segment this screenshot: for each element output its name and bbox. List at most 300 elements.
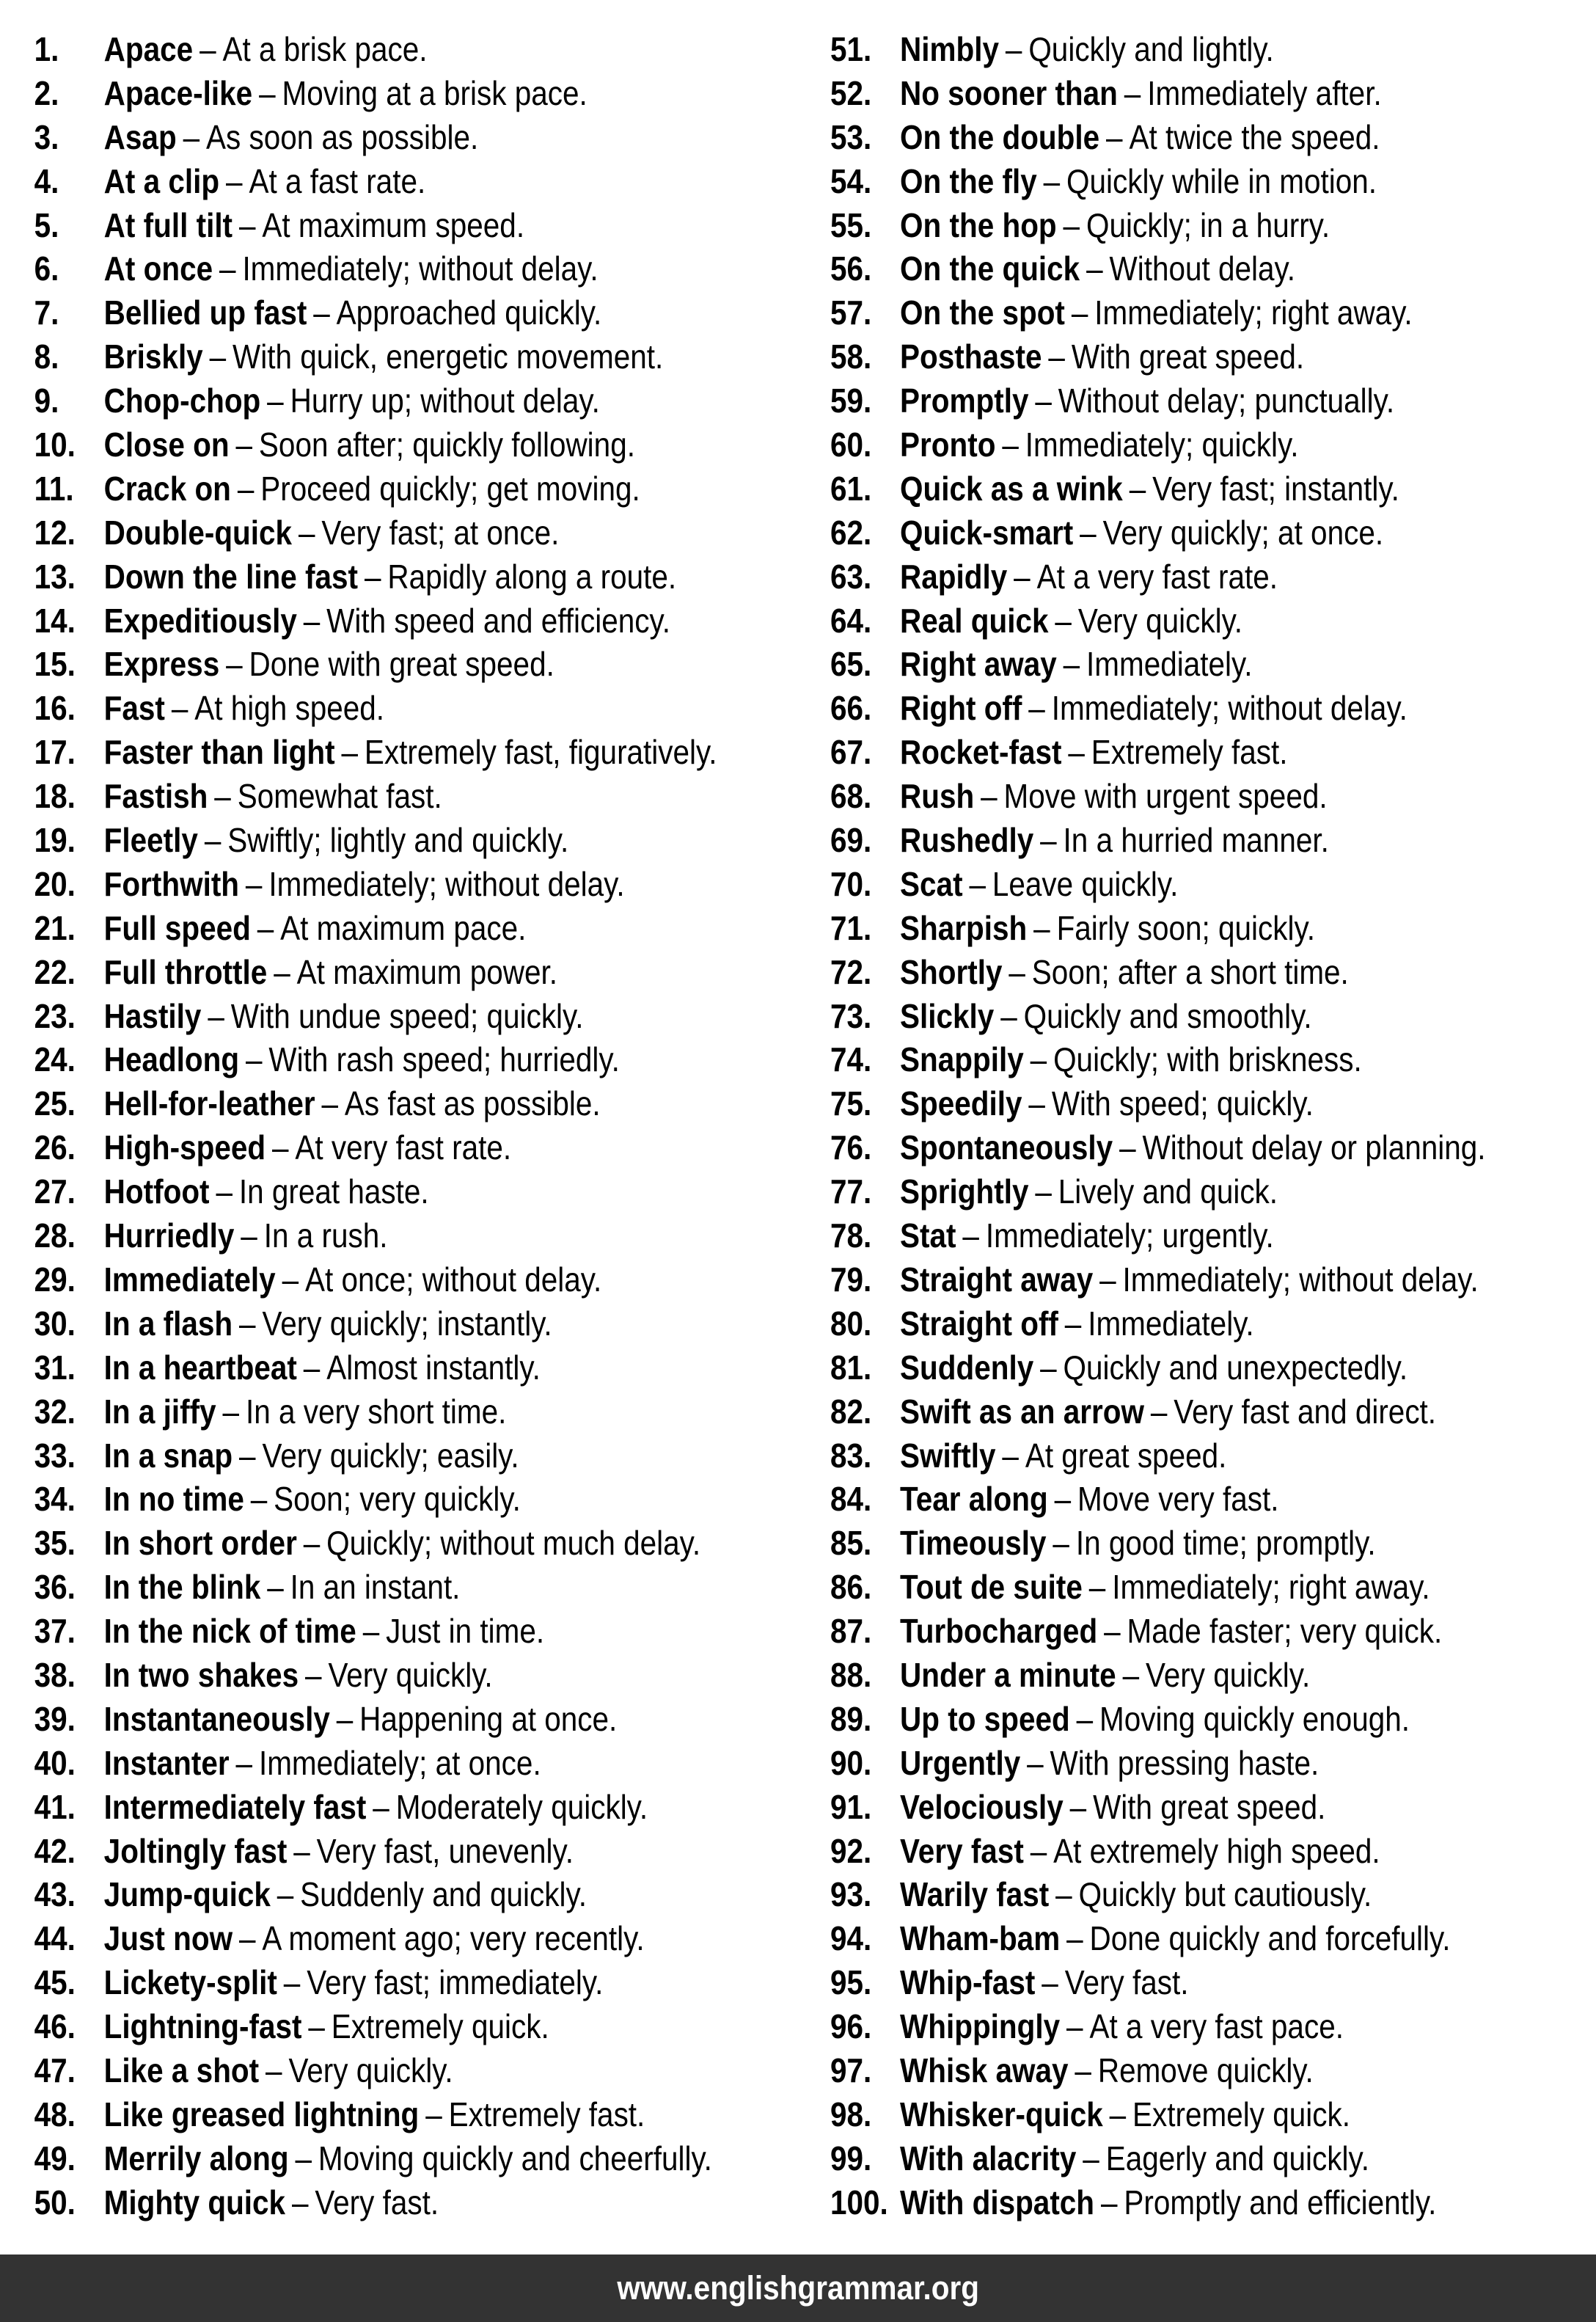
item-term: At full tilt xyxy=(103,205,233,244)
item-definition: Just in time. xyxy=(386,1612,545,1651)
list-item xyxy=(34,1038,703,1082)
item-number: 57. xyxy=(830,293,872,332)
item-term: Timeously xyxy=(900,1524,1047,1563)
list-item xyxy=(34,1170,703,1214)
footer-url: www.englishgrammar.org xyxy=(617,2269,979,2307)
item-definition: In good time; promptly. xyxy=(1075,1524,1376,1563)
item-term: In a snap xyxy=(103,1436,233,1475)
item-separator: – xyxy=(1055,601,1072,640)
item-separator: – xyxy=(308,2007,325,2046)
item-separator: – xyxy=(298,513,315,552)
item-definition: Swiftly; lightly and quickly. xyxy=(227,821,569,860)
item-term: Tear along xyxy=(900,1480,1048,1519)
list-item xyxy=(34,379,703,423)
list-item xyxy=(34,160,703,204)
list-item xyxy=(34,335,703,379)
item-number: 3. xyxy=(34,117,59,156)
item-term: In a flash xyxy=(103,1304,233,1343)
item-number: 41. xyxy=(34,1787,76,1826)
list-item xyxy=(830,1478,1500,1522)
item-separator: – xyxy=(271,1128,289,1167)
item-number: 23. xyxy=(34,996,76,1035)
list-item xyxy=(830,1917,1500,1961)
list-item xyxy=(830,1038,1500,1082)
item-definition: Moving quickly and cheerfully. xyxy=(318,2139,712,2177)
item-separator: – xyxy=(1055,1875,1072,1914)
item-term: Swift as an arrow xyxy=(900,1392,1144,1431)
list-item xyxy=(34,951,703,995)
item-separator: – xyxy=(1066,2007,1083,2046)
list-item xyxy=(830,1654,1500,1698)
item-term: Warily fast xyxy=(900,1875,1050,1914)
item-term: In the blink xyxy=(103,1568,261,1607)
item-term: Velociously xyxy=(900,1787,1064,1826)
item-separator: – xyxy=(1100,2183,1118,2221)
item-term: Full speed xyxy=(103,908,251,947)
item-separator: – xyxy=(267,381,284,420)
item-number: 17. xyxy=(34,733,76,772)
item-separator: – xyxy=(1075,2051,1091,2089)
item-number: 48. xyxy=(34,2095,76,2133)
item-number: 99. xyxy=(830,2139,872,2177)
list-item xyxy=(830,1258,1500,1302)
item-term: Speedily xyxy=(900,1084,1022,1123)
item-definition: Very quickly. xyxy=(1077,601,1243,640)
item-number: 47. xyxy=(34,2051,76,2089)
item-separator: – xyxy=(1069,1787,1087,1826)
item-definition: With great speed. xyxy=(1093,1787,1326,1826)
item-separator: – xyxy=(1002,1436,1019,1475)
item-number: 70. xyxy=(830,864,872,903)
list-item xyxy=(34,863,703,907)
item-term: Hell-for-leather xyxy=(103,1084,315,1123)
item-term: Hotfoot xyxy=(103,1172,210,1211)
item-separator: – xyxy=(305,1655,322,1694)
item-number: 7. xyxy=(34,293,59,332)
item-term: Whisk away xyxy=(900,2051,1069,2089)
item-definition: Very quickly. xyxy=(288,2051,453,2089)
list-item xyxy=(34,72,703,116)
list-item xyxy=(34,511,703,555)
list-item xyxy=(830,555,1500,599)
list-item xyxy=(34,995,703,1039)
item-definition: Move with urgent speed. xyxy=(1003,777,1328,816)
item-term: Fastish xyxy=(103,777,208,816)
item-definition: At twice the speed. xyxy=(1129,117,1380,156)
list-item xyxy=(34,1390,703,1434)
item-separator: – xyxy=(1129,469,1146,508)
item-term: Stat xyxy=(900,1216,956,1255)
item-term: Spontaneously xyxy=(900,1128,1113,1167)
item-number: 24. xyxy=(34,1040,76,1079)
item-separator: – xyxy=(237,469,255,508)
list-item xyxy=(830,1961,1500,2005)
item-definition: At maximum speed. xyxy=(262,205,525,244)
list-item xyxy=(34,116,703,160)
item-number: 28. xyxy=(34,1216,76,1255)
item-number: 22. xyxy=(34,952,76,991)
item-term: Fleetly xyxy=(103,821,198,860)
list-item xyxy=(34,1698,703,1742)
item-separator: – xyxy=(1028,689,1045,728)
list-item xyxy=(830,28,1500,72)
list-item xyxy=(830,291,1500,335)
item-definition: In an instant. xyxy=(290,1568,461,1607)
item-number: 13. xyxy=(34,557,76,596)
item-definition: Quickly; with briskness. xyxy=(1053,1040,1362,1079)
item-separator: – xyxy=(364,557,381,596)
item-definition: As fast as possible. xyxy=(344,1084,601,1123)
item-number: 4. xyxy=(34,161,59,200)
item-term: Rocket-fast xyxy=(900,733,1062,772)
list-item xyxy=(830,335,1500,379)
item-separator: – xyxy=(239,1304,256,1343)
item-term: Like greased lightning xyxy=(103,2095,420,2133)
item-definition: Very fast; immediately. xyxy=(307,1963,604,2002)
item-definition: Soon; after a short time. xyxy=(1031,952,1349,991)
list-item xyxy=(830,1786,1500,1830)
item-separator: – xyxy=(283,1963,301,2002)
item-term: Full throttle xyxy=(103,952,268,991)
item-separator: – xyxy=(274,952,290,991)
list-item xyxy=(34,819,703,863)
item-number: 67. xyxy=(830,733,872,772)
item-separator: – xyxy=(1124,73,1141,112)
item-definition: Immediately. xyxy=(1088,1304,1254,1343)
list-item xyxy=(830,247,1500,291)
item-term: Wham-bam xyxy=(900,1919,1061,1958)
item-term: Straight off xyxy=(900,1304,1058,1343)
list-item xyxy=(830,863,1500,907)
item-definition: Immediately; at once. xyxy=(258,1743,541,1782)
list-item xyxy=(34,1346,703,1390)
list-item xyxy=(34,775,703,819)
list-item xyxy=(830,1170,1500,1214)
item-separator: – xyxy=(1027,1743,1044,1782)
list-item xyxy=(34,1214,703,1258)
item-number: 15. xyxy=(34,645,76,684)
item-number: 77. xyxy=(830,1172,872,1211)
item-definition: Immediately; quickly. xyxy=(1025,426,1299,464)
item-separator: – xyxy=(214,777,231,816)
list-item xyxy=(830,1873,1500,1917)
item-number: 32. xyxy=(34,1392,76,1431)
item-definition: At great speed. xyxy=(1025,1436,1227,1475)
item-separator: – xyxy=(1000,996,1017,1035)
item-number: 74. xyxy=(830,1040,872,1079)
item-term: Immediately xyxy=(103,1260,276,1299)
item-definition: Proceed quickly; get moving. xyxy=(260,469,640,508)
item-separator: – xyxy=(222,1392,240,1431)
list-item xyxy=(830,819,1500,863)
list-item xyxy=(34,2181,703,2225)
item-definition: Immediately after. xyxy=(1147,73,1382,112)
item-term: Fast xyxy=(103,689,165,728)
item-term: Express xyxy=(103,645,220,684)
item-definition: In a very short time. xyxy=(245,1392,507,1431)
item-separator: – xyxy=(1099,1260,1116,1299)
item-definition: Immediately; without delay. xyxy=(268,864,625,903)
footer-bar xyxy=(0,2255,1596,2322)
item-term: Mighty quick xyxy=(103,2183,286,2221)
item-separator: – xyxy=(238,1919,256,1958)
list-item xyxy=(34,1873,703,1917)
item-term: Crack on xyxy=(103,469,231,508)
item-separator: – xyxy=(362,1612,380,1651)
list-item xyxy=(34,1961,703,2005)
item-term: Promptly xyxy=(900,381,1029,420)
item-term: Quick-smart xyxy=(900,513,1074,552)
item-term: Jump-quick xyxy=(103,1875,271,1914)
item-number: 33. xyxy=(34,1436,76,1475)
item-definition: Very fast. xyxy=(1064,1963,1189,2002)
item-number: 27. xyxy=(34,1172,76,1211)
item-number: 38. xyxy=(34,1655,76,1694)
item-term: Bellied up fast xyxy=(103,293,307,332)
item-definition: Done with great speed. xyxy=(249,645,554,684)
item-separator: – xyxy=(235,426,253,464)
list-item xyxy=(830,2093,1500,2137)
list-item xyxy=(34,2093,703,2137)
item-definition: Promptly and efficiently. xyxy=(1124,2183,1437,2221)
item-definition: Moving at a brisk pace. xyxy=(282,73,587,112)
item-separator: – xyxy=(183,117,200,156)
item-term: Sprightly xyxy=(900,1172,1029,1211)
list-item xyxy=(34,1830,703,1874)
item-separator: – xyxy=(208,996,224,1035)
item-term: On the spot xyxy=(900,293,1065,332)
list-item xyxy=(830,1522,1500,1566)
list-item xyxy=(34,555,703,599)
item-term: Tout de suite xyxy=(900,1568,1083,1607)
item-number: 44. xyxy=(34,1919,76,1958)
item-separator: – xyxy=(1106,117,1123,156)
item-definition: Soon after; quickly following. xyxy=(258,426,635,464)
list-item xyxy=(830,116,1500,160)
item-number: 80. xyxy=(830,1304,872,1343)
item-term: Up to speed xyxy=(900,1699,1070,1738)
list-item xyxy=(830,2137,1500,2181)
item-separator: – xyxy=(1064,1304,1082,1343)
item-term: Asap xyxy=(103,117,177,156)
item-number: 63. xyxy=(830,557,872,596)
item-number: 49. xyxy=(34,2139,76,2177)
item-definition: Very quickly; easily. xyxy=(262,1436,519,1475)
item-number: 54. xyxy=(830,161,872,200)
item-number: 19. xyxy=(34,821,76,860)
item-number: 71. xyxy=(830,908,872,947)
list-item xyxy=(830,1346,1500,1390)
item-number: 85. xyxy=(830,1524,872,1563)
item-definition: Very fast; at once. xyxy=(321,513,560,552)
item-definition: Quickly; in a hurry. xyxy=(1086,205,1330,244)
item-definition: Quickly and unexpectedly. xyxy=(1063,1348,1408,1387)
item-number: 56. xyxy=(830,249,872,288)
item-separator: – xyxy=(1104,1612,1121,1651)
list-item xyxy=(830,1742,1500,1786)
item-separator: – xyxy=(171,689,188,728)
item-number: 6. xyxy=(34,249,59,288)
list-item xyxy=(830,599,1500,643)
list-item xyxy=(34,204,703,248)
list-item xyxy=(34,2005,703,2049)
item-number: 76. xyxy=(830,1128,872,1167)
item-definition: Extremely fast. xyxy=(1091,733,1288,772)
item-term: Right off xyxy=(900,689,1022,728)
item-separator: – xyxy=(1040,821,1057,860)
item-separator: – xyxy=(235,1743,253,1782)
item-term: With dispatch xyxy=(900,2183,1095,2221)
item-separator: – xyxy=(313,293,330,332)
item-term: No sooner than xyxy=(900,73,1118,112)
list-item xyxy=(830,1390,1500,1434)
item-term: Very fast xyxy=(900,1831,1024,1870)
item-definition: Suddenly and quickly. xyxy=(300,1875,587,1914)
item-definition: At a brisk pace. xyxy=(222,30,428,68)
list-item xyxy=(830,1610,1500,1654)
item-number: 37. xyxy=(34,1612,76,1651)
item-separator: – xyxy=(266,2051,282,2089)
item-definition: At a fast rate. xyxy=(249,161,426,200)
item-number: 31. xyxy=(34,1348,76,1387)
item-term: Instantaneously xyxy=(103,1699,330,1738)
item-number: 64. xyxy=(830,601,872,640)
item-definition: Very fast. xyxy=(315,2183,439,2221)
item-number: 14. xyxy=(34,601,76,640)
item-term: Hurriedly xyxy=(103,1216,235,1255)
item-number: 81. xyxy=(830,1348,872,1387)
item-term: Under a minute xyxy=(900,1655,1116,1694)
item-definition: Immediately; right away. xyxy=(1112,1568,1430,1607)
list-item xyxy=(34,1742,703,1786)
item-number: 78. xyxy=(830,1216,872,1255)
item-definition: Made faster; very quick. xyxy=(1127,1612,1443,1651)
item-definition: Very quickly; at once. xyxy=(1102,513,1384,552)
list-item xyxy=(830,1302,1500,1346)
item-number: 55. xyxy=(830,205,872,244)
item-separator: – xyxy=(282,1260,299,1299)
item-definition: Extremely quick. xyxy=(331,2007,549,2046)
list-item xyxy=(34,1522,703,1566)
item-definition: Very quickly; instantly. xyxy=(262,1304,552,1343)
item-definition: Very quickly. xyxy=(328,1655,493,1694)
item-number: 40. xyxy=(34,1743,76,1782)
item-number: 68. xyxy=(830,777,872,816)
item-separator: – xyxy=(219,249,236,288)
item-separator: – xyxy=(1109,2095,1127,2133)
item-separator: – xyxy=(1063,645,1080,684)
item-number: 92. xyxy=(830,1831,872,1870)
item-number: 65. xyxy=(830,645,872,684)
item-definition: Quickly; without much delay. xyxy=(326,1524,701,1563)
list-item xyxy=(830,2181,1500,2225)
item-number: 82. xyxy=(830,1392,872,1431)
item-definition: Approached quickly. xyxy=(336,293,602,332)
item-number: 61. xyxy=(830,469,872,508)
item-separator: – xyxy=(259,73,276,112)
item-separator: – xyxy=(245,864,263,903)
item-number: 20. xyxy=(34,864,76,903)
list-item xyxy=(830,687,1500,731)
item-number: 25. xyxy=(34,1084,76,1123)
item-term: In no time xyxy=(103,1480,244,1519)
item-number: 87. xyxy=(830,1612,872,1651)
item-term: Turbocharged xyxy=(900,1612,1098,1651)
item-definition: Without delay; punctually. xyxy=(1058,381,1395,420)
item-term: On the double xyxy=(900,117,1100,156)
item-definition: At maximum pace. xyxy=(280,908,527,947)
item-number: 35. xyxy=(34,1524,76,1563)
item-separator: – xyxy=(1014,557,1031,596)
item-term: Rushedly xyxy=(900,821,1034,860)
item-term: Headlong xyxy=(103,1040,240,1079)
item-separator: – xyxy=(1002,426,1019,464)
item-number: 46. xyxy=(34,2007,76,2046)
item-definition: At high speed. xyxy=(194,689,385,728)
item-number: 18. xyxy=(34,777,76,816)
item-term: Down the line fast xyxy=(103,557,359,596)
item-term: In short order xyxy=(103,1524,297,1563)
list-item xyxy=(34,2049,703,2093)
item-separator: – xyxy=(1030,1040,1047,1079)
item-term: On the fly xyxy=(900,161,1037,200)
item-number: 66. xyxy=(830,689,872,728)
list-item xyxy=(34,1654,703,1698)
item-term: Rush xyxy=(900,777,975,816)
item-number: 86. xyxy=(830,1568,872,1607)
item-term: Scat xyxy=(900,864,963,903)
item-term: Whip-fast xyxy=(900,1963,1036,2002)
item-term: Briskly xyxy=(103,337,203,376)
item-separator: – xyxy=(226,161,243,200)
item-number: 69. xyxy=(830,821,872,860)
item-definition: At once; without delay. xyxy=(304,1260,602,1299)
item-separator: – xyxy=(238,205,256,244)
item-term: In the nick of time xyxy=(103,1612,356,1651)
list-item xyxy=(34,1082,703,1126)
item-separator: – xyxy=(1119,1128,1136,1167)
item-definition: Quickly and smoothly. xyxy=(1023,996,1312,1035)
item-definition: Rapidly along a route. xyxy=(387,557,677,596)
item-separator: – xyxy=(257,908,274,947)
list-item xyxy=(830,511,1500,555)
list-item xyxy=(830,204,1500,248)
item-number: 51. xyxy=(830,30,872,68)
item-definition: Moving quickly enough. xyxy=(1099,1699,1410,1738)
item-term: In a heartbeat xyxy=(103,1348,297,1387)
item-definition: At maximum power. xyxy=(296,952,558,991)
item-term: Faster than light xyxy=(103,733,335,772)
item-separator: – xyxy=(1063,205,1080,244)
item-separator: – xyxy=(200,30,216,68)
item-separator: – xyxy=(1083,2139,1099,2177)
item-number: 96. xyxy=(830,2007,872,2046)
item-separator: – xyxy=(291,2183,309,2221)
item-separator: – xyxy=(1054,1480,1072,1519)
item-term: Sharpish xyxy=(900,908,1028,947)
item-definition: Very quickly. xyxy=(1146,1655,1311,1694)
item-definition: In a rush. xyxy=(263,1216,388,1255)
item-separator: – xyxy=(373,1787,389,1826)
item-number: 42. xyxy=(34,1831,76,1870)
list-item xyxy=(830,1830,1500,1874)
item-separator: – xyxy=(204,821,222,860)
item-separator: – xyxy=(1035,381,1052,420)
list-item xyxy=(34,1566,703,1610)
item-separator: – xyxy=(969,864,986,903)
item-separator: – xyxy=(1066,1919,1083,1958)
item-term: Suddenly xyxy=(900,1348,1034,1387)
